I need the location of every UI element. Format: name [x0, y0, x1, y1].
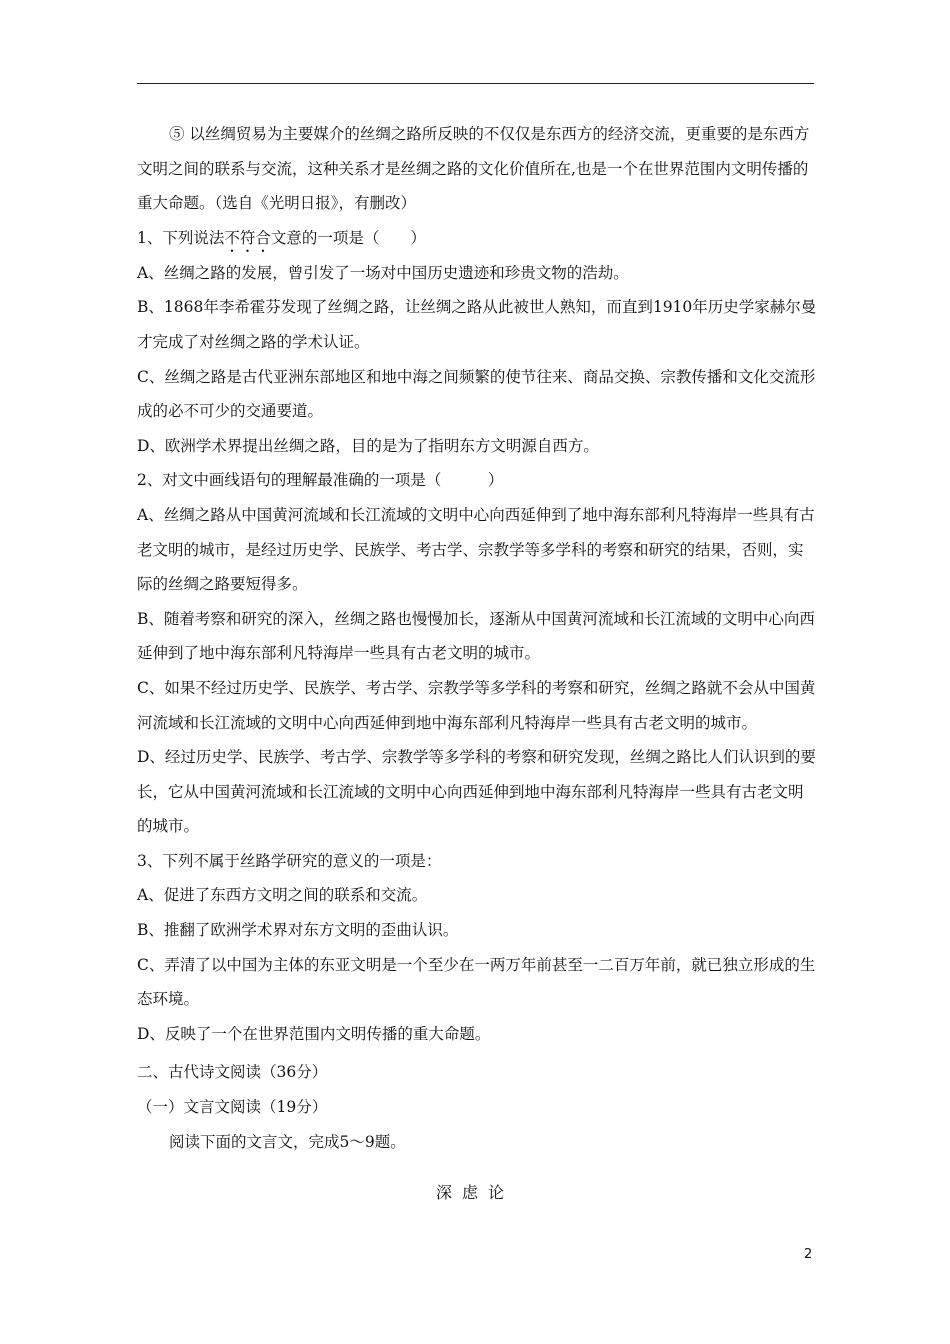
question-2-stem: 2、对文中画线语句的理解最准确的一项是（ ） — [137, 471, 504, 490]
question-1-stem-suffix: 文意的一项是（ ） — [270, 228, 426, 247]
question-1-stem-emphasis: 不符合 — [224, 228, 271, 247]
classical-text-title: 深虑论 — [435, 1183, 514, 1202]
question-1-stem — [137, 221, 817, 256]
question-1-stem-prefix: 1、下列说法 — [137, 228, 225, 247]
question-1-option-b: B、1868年李希霍芬发现了丝绸之路，让丝绸之路从此被世人熟知，而直到1910年历史学家赫尔曼才完成了对丝绸之路的学术认证。 — [137, 298, 817, 351]
section-heading: 二、古代诗文阅读（36分） — [137, 1063, 328, 1082]
question-3-option-d: D、反映了一个在世界范围内文明传播的重大命题。 — [137, 1024, 491, 1043]
question-3-option-b: B、推翻了欧洲学术界对东方文明的歪曲认识。 — [137, 921, 459, 940]
document-body — [137, 117, 817, 1159]
question-2-option-b: B、随着考察和研究的深入，丝绸之路也慢慢加长，逐渐从中国黄河流域和长江流域的文明中心向西延伸到了地中海东部利凡特海岸一些具有古老文明的城市。 — [137, 609, 815, 663]
question-1-option-d: D、欧洲学术界提出丝绸之路，目的是为了指明东方文明源自西方。 — [137, 436, 599, 455]
question-3-option-a: A、促进了东西方文明之间的联系和交流。 — [137, 886, 428, 905]
reading-instruction: 阅读下面的文言文，完成5～9题。 — [169, 1132, 406, 1151]
section-subheading: （一）文言文阅读（19分） — [137, 1098, 328, 1117]
question-3-option-c: C、弄清了以中国为主体的东亚文明是一个至少在一两万年前甚至一二百万年前，就已独立形成的生态环境。 — [137, 955, 816, 1009]
question-2-option-c: C、如果不经过历史学、民族学、考古学、宗教学等多学科的考察和研究，丝绸之路就不会从中国黄河流域和长江流域的文明中心向西延伸到地中海东部利凡特海岸一些具有古老文明的城市。 — [137, 678, 816, 732]
question-1-option-c: C、丝绸之路是古代亚洲东部地区和地中海之间频繁的使节往来、商品交换、宗教传播和文化交流形成的必不可少的交通要道。 — [137, 367, 816, 421]
question-2-option-d: D、经过历史学、民族学、考古学、宗教学等多学科的考察和研究发现，丝绸之路比人们认识到的要长，它从中国黄河流域和长江流域的文明中心向西延伸到地中海东部利凡特海岸一些具有古老文明的城市。 — [137, 748, 816, 836]
question-1-option-a: A、丝绸之路的发展，曾引发了一场对中国历史遗迹和珍贵文物的浩劫。 — [137, 263, 629, 282]
question-2-option-a: A、丝绸之路从中国黄河流域和长江流域的文明中心向西延伸到了地中海东部利凡特海岸一些具有古老文明的城市，是经过历史学、民族学、考古学、宗教学等多学科的考察和研究的结果，否则，实际的丝绸之路要短得多。 — [137, 505, 815, 594]
question-3-stem: 3、下列不属于丝路学研究的意义的一项是： — [137, 851, 442, 870]
page-number: 2 — [804, 1247, 813, 1262]
header-rule — [137, 83, 814, 84]
paragraph-5: ⑤ 以丝绸贸易为主要媒介的丝绸之路所反映的不仅仅是东西方的经济交流，更重要的是东西方文明之间的联系与交流，这种关系才是丝绸之路的文化价值所在,也是一个在世界范围内文明传播的重大命题。（选自《光明日报》，有删改） — [137, 125, 810, 213]
